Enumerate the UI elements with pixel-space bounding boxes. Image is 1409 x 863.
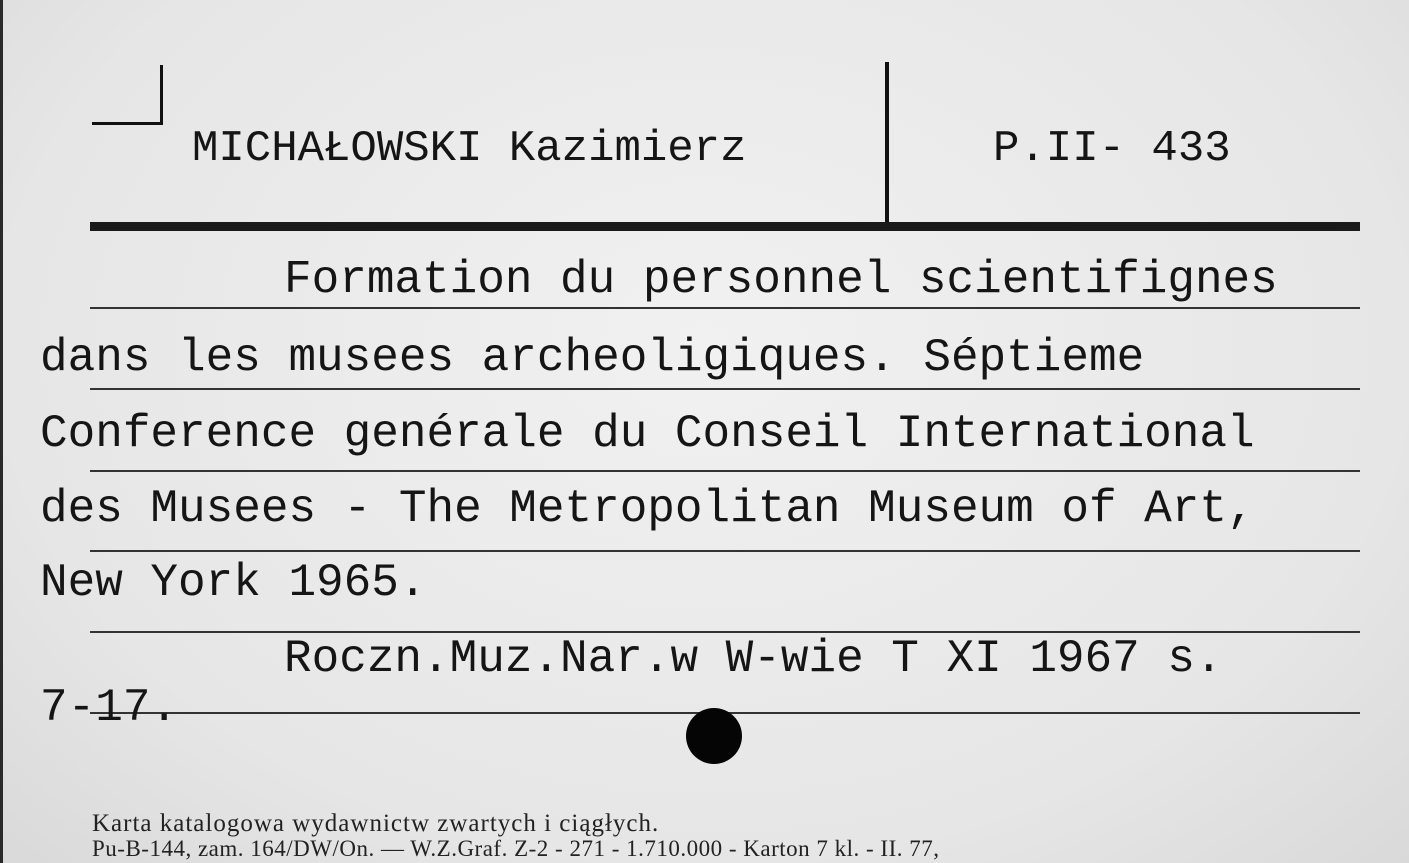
corner-mark-vertical: [160, 65, 163, 123]
body-line-7: 7-17.: [40, 682, 179, 734]
punch-hole: [686, 708, 742, 764]
body-line-3: Conference genérale du Conseil International: [40, 408, 1255, 460]
ruled-line: [90, 470, 1360, 472]
body-line-1: Formation du personnel scientifignes: [284, 254, 1278, 306]
author-name: MICHAŁOWSKI Kazimierz: [192, 124, 747, 174]
ruled-line: [90, 388, 1360, 390]
ruled-line: [90, 550, 1360, 552]
header-rule: [90, 222, 1360, 231]
body-line-6: Roczn.Muz.Nar.w W-wie T XI 1967 s.: [284, 633, 1223, 685]
call-number: P.II- 433: [993, 124, 1231, 174]
footer-print-info: Pu-B-144, zam. 164/DW/On. — W.Z.Graf. Z-2 - 271 - 1.710.000 - Karton 7 kl. - II. 77,: [92, 836, 940, 861]
corner-mark-horizontal: [92, 122, 163, 125]
body-line-2: dans les musees archeoligiques. Séptieme: [40, 332, 1145, 384]
body-line-4: des Musees - The Metropolitan Museum of Art,: [40, 483, 1255, 535]
body-line-5: New York 1965.: [40, 557, 427, 609]
footer-caption: Karta katalogowa wydawnictw zwartych i ciągłych.: [92, 810, 660, 837]
header-divider: [885, 62, 889, 222]
card-edge: [0, 0, 3, 863]
ruled-line: [90, 307, 1360, 309]
